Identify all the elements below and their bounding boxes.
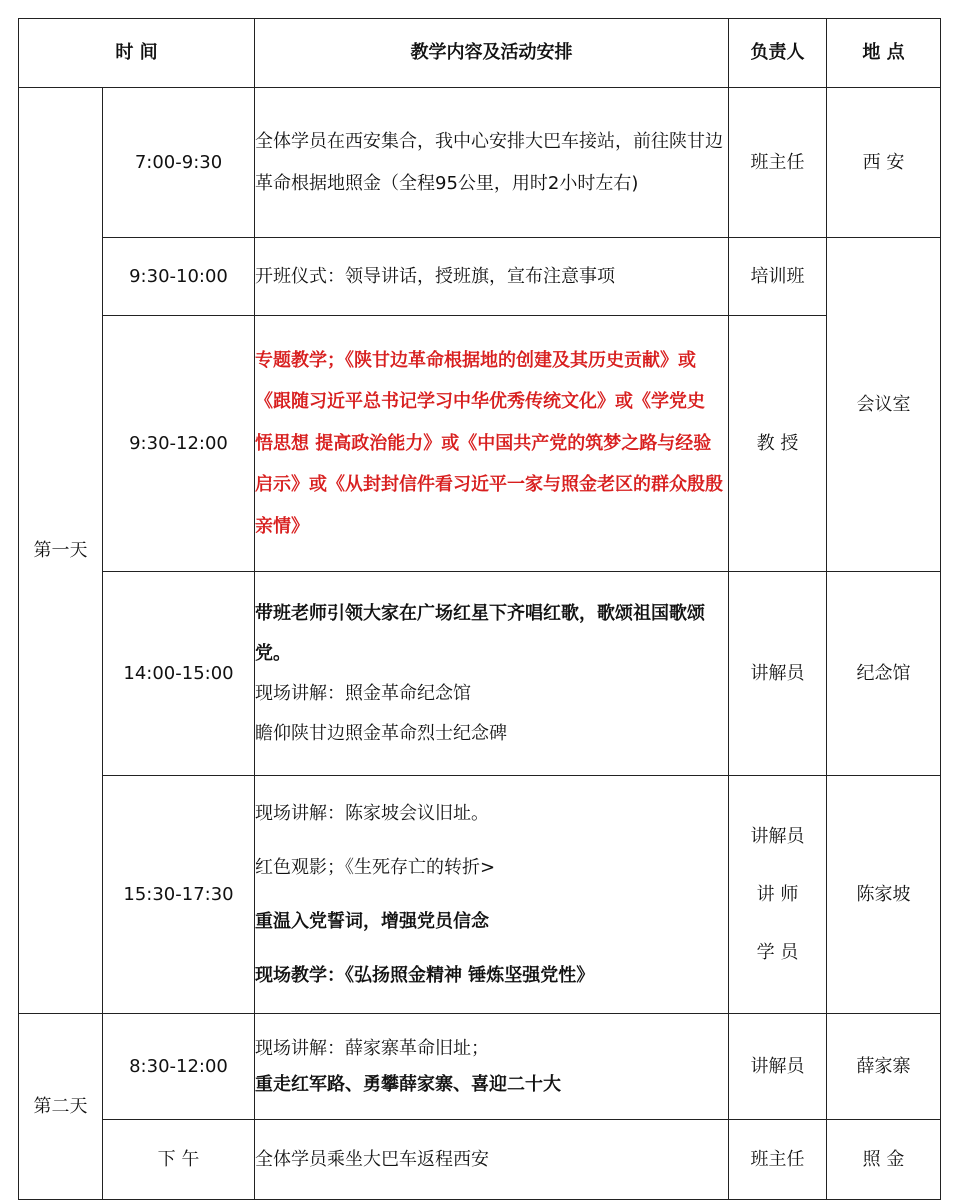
- content-line: 瞻仰陕甘边照金革命烈士纪念碑: [255, 722, 507, 744]
- header-content: 教学内容及活动安排: [255, 19, 729, 88]
- table-row: [19, 1120, 941, 1200]
- content-cell: [255, 238, 729, 316]
- table-row: [19, 1014, 941, 1120]
- day-1-label: 第一天: [19, 88, 103, 1014]
- content-line: 现场讲解：陈家坡会议旧址。: [255, 802, 489, 824]
- person-cell: 培训班: [729, 238, 827, 316]
- place-cell: 纪念馆: [827, 572, 941, 776]
- content-cell: [255, 88, 729, 238]
- person-cell: 教 授: [729, 316, 827, 572]
- table-row: [19, 238, 941, 316]
- table-row: [19, 316, 941, 572]
- content-line-bold: 现场教学：《弘扬照金精神 锤炼坚强党性》: [255, 964, 595, 986]
- time-cell: 9:30-12:00: [103, 316, 255, 572]
- time-cell: 7:00-9:30: [103, 88, 255, 238]
- content-line-bold: 重温入党誓词，增强党员信念: [255, 910, 489, 932]
- header-time: 时 间: [19, 19, 255, 88]
- person-cell: [729, 776, 827, 1014]
- place-cell: 西 安: [827, 88, 941, 238]
- content-line-bold: 重走红军路、勇攀薛家寨、喜迎二十大: [255, 1073, 561, 1095]
- content-cell: [255, 316, 729, 572]
- person-name: 讲解员: [750, 825, 805, 847]
- table-row: [19, 572, 941, 776]
- header-person: 负责人: [729, 19, 827, 88]
- header-row: [19, 19, 941, 88]
- time-cell: 8:30-12:00: [103, 1014, 255, 1120]
- content-cell: [255, 776, 729, 1014]
- person-cell: 讲解员: [729, 572, 827, 776]
- header-place: 地 点: [827, 19, 941, 88]
- schedule-table: [18, 18, 941, 1200]
- table-row: [19, 88, 941, 238]
- time-cell: 9:30-10:00: [103, 238, 255, 316]
- content-line: 全体学员在西安集合，我中心安排大巴车接站，前往陕甘边革命根据地照金（全程95公里，用时2小时左右): [255, 130, 723, 194]
- place-cell: 照 金: [827, 1120, 941, 1200]
- content-line: 现场讲解：薛家寨革命旧址；: [255, 1037, 489, 1059]
- table-row: [19, 776, 941, 1014]
- content-cell: [255, 1014, 729, 1120]
- place-cell: 陈家坡: [827, 776, 941, 1014]
- time-cell: 15:30-17:30: [103, 776, 255, 1014]
- person-name: 学 员: [756, 941, 799, 963]
- content-line-bold: 带班老师引领大家在广场红星下齐唱红歌，歌颂祖国歌颂党。: [255, 602, 705, 664]
- time-cell: 14:00-15:00: [103, 572, 255, 776]
- content-cell: [255, 572, 729, 776]
- person-cell: 班主任: [729, 88, 827, 238]
- content-line: 全体学员乘坐大巴车返程西安: [255, 1148, 489, 1170]
- content-line: 红色观影；《生死存亡的转折>: [255, 856, 496, 878]
- content-line: 开班仪式：领导讲话，授班旗，宣布注意事项: [255, 265, 615, 287]
- content-line: 现场讲解：照金革命纪念馆: [255, 682, 471, 704]
- content-cell: [255, 1120, 729, 1200]
- person-cell: 班主任: [729, 1120, 827, 1200]
- content-line-highlight: 专题教学；《陕甘边革命根据地的创建及其历史贡献》或《跟随习近平总书记学习中华优秀传统文化》或《学党史 悟思想 提高政治能力》或《中国共产党的筑梦之路与经验启示》或《从封封信件看习近平一家与照金老区的群众殷殷亲情》: [255, 349, 723, 537]
- person-cell: 讲解员: [729, 1014, 827, 1120]
- person-name: 讲 师: [756, 883, 799, 905]
- time-cell: 下 午: [103, 1120, 255, 1200]
- day-2-label: 第二天: [19, 1014, 103, 1200]
- place-cell: 会议室: [827, 238, 941, 572]
- place-cell: 薛家寨: [827, 1014, 941, 1120]
